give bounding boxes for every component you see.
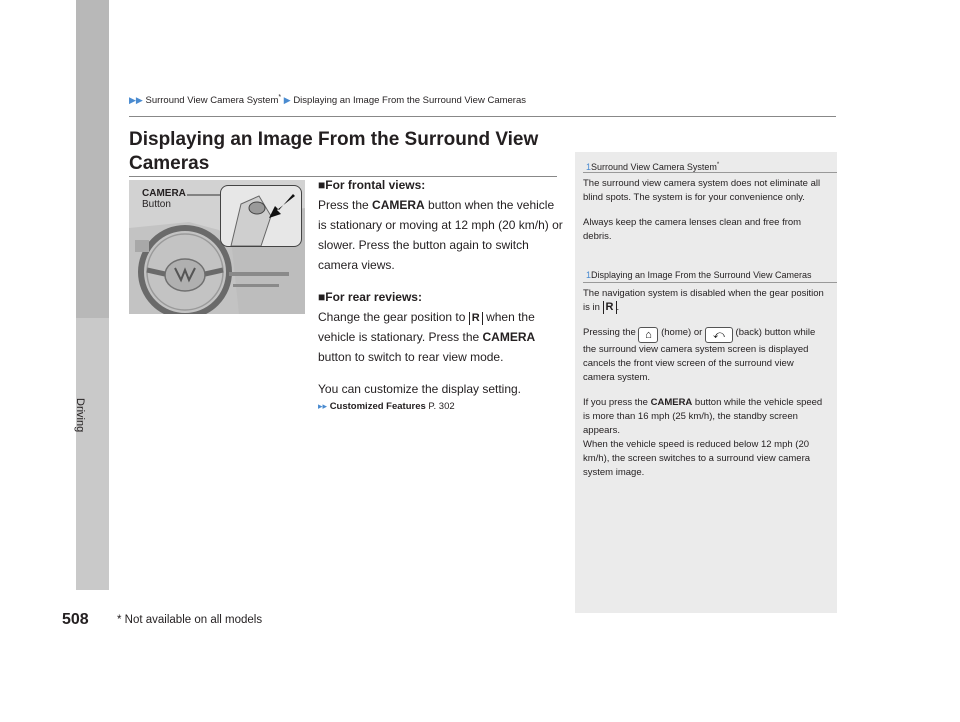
reference-arrow-icon: ▸▸ bbox=[318, 401, 328, 411]
rear-views-text: Change the gear position to R when the vehicle is stationary. Press the CAMERA button to switch to rear view mode. bbox=[318, 310, 536, 364]
note-marker-icon: 1 bbox=[586, 162, 592, 172]
note-surround-view bbox=[575, 158, 837, 244]
cross-reference-link[interactable]: ▸▸ Customized Features P. 302 bbox=[318, 401, 455, 412]
note-2-paragraph-3: If you press the CAMERA button while the vehicle speed is more than 16 mph (25 km/h), the standby screen appears. bbox=[583, 397, 823, 436]
back-arrow-icon: ⤺ bbox=[705, 327, 733, 343]
breadcrumb-section[interactable]: Surround View Camera System bbox=[145, 95, 279, 107]
camera-button-closeup bbox=[220, 185, 302, 247]
breadcrumb bbox=[129, 94, 526, 106]
callout-line-1: CAMERA bbox=[142, 188, 186, 199]
note-1-title: 1Surround View Camera System* bbox=[586, 162, 720, 172]
note-2-paragraph-4: When the vehicle speed is reduced below 12 mph (20 km/h), the screen switches to a surround view camera system image. bbox=[583, 439, 811, 478]
chapter-side-tab-active bbox=[76, 318, 109, 590]
page-number: 508 bbox=[62, 611, 89, 628]
note-2-paragraph-1: The navigation system is disabled when the gear position is in R . bbox=[583, 288, 824, 313]
note-2-title: 1Displaying an Image From the Surround View Cameras bbox=[586, 270, 812, 280]
gear-r-symbol: R bbox=[603, 301, 617, 314]
header-divider bbox=[129, 116, 836, 117]
frontal-views-text: Press the CAMERA button when the vehicle is stationary or moving at 12 mph (20 km/h) or slower. Press the button again to switch camera views. bbox=[318, 198, 563, 272]
breadcrumb-arrow-icon: ▶▶ bbox=[129, 95, 143, 106]
main-content bbox=[318, 175, 563, 414]
note-2-paragraph-2: Pressing the ⌂ (home) or ⤺ (back) button while the surround view camera system screen is displayed cancels the front view screen of the surround view camera system. bbox=[583, 327, 816, 383]
camera-button-closeup-drawing bbox=[221, 186, 301, 246]
gear-r-symbol: R bbox=[469, 312, 483, 325]
note-1-paragraph-2: Always keep the camera lenses clean and free from debris. bbox=[583, 217, 802, 242]
note-1-paragraph-1: The surround view camera system does not eliminate all blind spots. The system is for your convenience only. bbox=[583, 178, 821, 203]
breadcrumb-arrow-icon: ▶ bbox=[283, 95, 291, 106]
callout-line-2: Button bbox=[142, 199, 171, 210]
chapter-label: Driving bbox=[74, 398, 86, 433]
camera-button-callout bbox=[142, 188, 186, 210]
customize-text: You can customize the display setting. bbox=[318, 382, 522, 396]
notes-panel bbox=[575, 152, 837, 613]
page-title: Displaying an Image From the Surround View Cameras bbox=[129, 129, 539, 174]
note-marker-icon: 1 bbox=[586, 270, 592, 280]
steering-wheel-illustration bbox=[129, 180, 305, 314]
home-icon: ⌂ bbox=[638, 327, 658, 343]
footnote: * Not available on all models bbox=[117, 614, 263, 626]
frontal-views-heading: ■For frontal views: bbox=[318, 178, 426, 192]
breadcrumb-asterisk: * bbox=[278, 94, 282, 101]
note-displaying-image bbox=[575, 268, 837, 480]
rear-views-heading: ■For rear reviews: bbox=[318, 290, 422, 304]
breadcrumb-page: Displaying an Image From the Surround View Cameras bbox=[293, 95, 526, 107]
